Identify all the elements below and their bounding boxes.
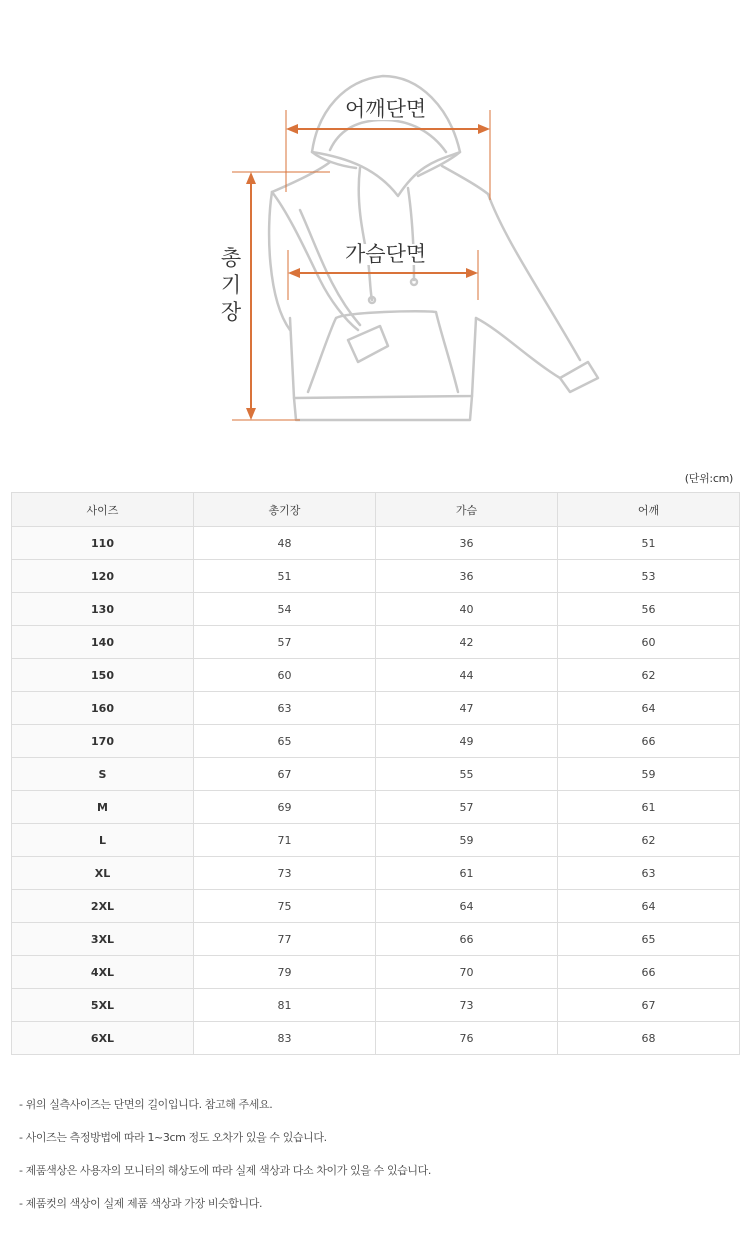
chest-label: 가슴단면 (342, 244, 429, 265)
size-cell: 2XL (12, 890, 194, 923)
length-cell: 71 (194, 824, 376, 857)
table-row (12, 692, 740, 725)
length-cell: 77 (194, 923, 376, 956)
size-cell: 120 (12, 560, 194, 593)
chest-cell: 66 (376, 923, 558, 956)
table-row (12, 956, 740, 989)
total-length-char: 장 (220, 300, 242, 324)
table-row (12, 890, 740, 923)
header-size: 사이즈 (12, 493, 194, 527)
length-cell: 67 (194, 758, 376, 791)
length-cell: 75 (194, 890, 376, 923)
length-cell: 57 (194, 626, 376, 659)
chest-cell: 36 (376, 560, 558, 593)
shoulder-cell: 56 (558, 593, 740, 626)
arrowhead-up-icon (246, 172, 256, 184)
shoulder-label: 어깨단면 (342, 99, 429, 120)
chest-cell: 76 (376, 1022, 558, 1055)
unit-label: (단위:cm) (684, 472, 733, 485)
hoodie-outline-illustration (0, 0, 750, 450)
size-cell: S (12, 758, 194, 791)
chest-cell: 61 (376, 857, 558, 890)
chest-cell: 73 (376, 989, 558, 1022)
chest-cell: 42 (376, 626, 558, 659)
shoulder-cell: 64 (558, 692, 740, 725)
table-header-row (12, 493, 740, 527)
shoulder-cell: 61 (558, 791, 740, 824)
size-cell: 3XL (12, 923, 194, 956)
total-length-label (218, 245, 244, 326)
length-cell: 51 (194, 560, 376, 593)
header-total-length: 총기장 (194, 493, 376, 527)
size-cell: 130 (12, 593, 194, 626)
hoodie-size-diagram (0, 0, 750, 450)
shoulder-cell: 66 (558, 956, 740, 989)
shoulder-cell: 66 (558, 725, 740, 758)
length-cell: 54 (194, 593, 376, 626)
length-cell: 65 (194, 725, 376, 758)
shoulder-cell: 63 (558, 857, 740, 890)
shoulder-cell: 64 (558, 890, 740, 923)
shoulder-cell: 51 (558, 527, 740, 560)
table-row (12, 659, 740, 692)
shoulder-cell: 62 (558, 824, 740, 857)
length-cell: 81 (194, 989, 376, 1022)
arrowhead-right-icon (466, 268, 478, 278)
size-cell: 4XL (12, 956, 194, 989)
shoulder-cell: 67 (558, 989, 740, 1022)
chest-cell: 64 (376, 890, 558, 923)
chest-cell: 55 (376, 758, 558, 791)
size-cell: 160 (12, 692, 194, 725)
table-row (12, 560, 740, 593)
table-row (12, 626, 740, 659)
length-cell: 73 (194, 857, 376, 890)
length-cell: 63 (194, 692, 376, 725)
length-cell: 79 (194, 956, 376, 989)
table-row (12, 857, 740, 890)
shoulder-cell: 68 (558, 1022, 740, 1055)
chest-cell: 44 (376, 659, 558, 692)
table-row (12, 824, 740, 857)
size-table (11, 492, 740, 1055)
total-length-char: 기 (220, 273, 242, 297)
chest-cell: 57 (376, 791, 558, 824)
shoulder-cell: 65 (558, 923, 740, 956)
header-chest: 가슴 (376, 493, 558, 527)
chest-cell: 36 (376, 527, 558, 560)
size-cell: M (12, 791, 194, 824)
shoulder-cell: 62 (558, 659, 740, 692)
header-shoulder: 어깨 (558, 493, 740, 527)
table-row (12, 725, 740, 758)
length-cell: 69 (194, 791, 376, 824)
length-cell: 83 (194, 1022, 376, 1055)
table-row (12, 593, 740, 626)
total-length-char: 총 (220, 246, 242, 270)
size-cell: L (12, 824, 194, 857)
size-cell: 6XL (12, 1022, 194, 1055)
arrowhead-down-icon (246, 408, 256, 420)
chest-cell: 70 (376, 956, 558, 989)
size-cell: XL (12, 857, 194, 890)
arrowhead-right-icon (478, 124, 490, 134)
table-row (12, 1022, 740, 1055)
note-item: - 위의 실측사이즈는 단면의 길이입니다. 참고해 주세요. (19, 1098, 273, 1111)
table-row (12, 758, 740, 791)
size-cell: 170 (12, 725, 194, 758)
size-cell: 150 (12, 659, 194, 692)
chest-cell: 49 (376, 725, 558, 758)
table-row (12, 791, 740, 824)
table-row (12, 527, 740, 560)
arrowhead-left-icon (288, 268, 300, 278)
chest-cell: 59 (376, 824, 558, 857)
note-item: - 제품색상은 사용자의 모니터의 해상도에 따라 실제 색상과 다소 차이가 있을 수 있습니다. (19, 1164, 431, 1177)
notes-section (19, 1097, 719, 1229)
arrowhead-left-icon (286, 124, 298, 134)
note-item: - 사이즈는 측정방법에 따라 1~3cm 정도 오차가 있을 수 있습니다. (19, 1131, 327, 1144)
chest-cell: 40 (376, 593, 558, 626)
shoulder-cell: 59 (558, 758, 740, 791)
size-cell: 110 (12, 527, 194, 560)
table-row (12, 989, 740, 1022)
shoulder-cell: 53 (558, 560, 740, 593)
note-item: - 제품컷의 색상이 실제 제품 색상과 가장 비슷합니다. (19, 1197, 263, 1210)
length-cell: 48 (194, 527, 376, 560)
shoulder-cell: 60 (558, 626, 740, 659)
size-cell: 5XL (12, 989, 194, 1022)
chest-cell: 47 (376, 692, 558, 725)
table-row (12, 923, 740, 956)
length-cell: 60 (194, 659, 376, 692)
size-cell: 140 (12, 626, 194, 659)
